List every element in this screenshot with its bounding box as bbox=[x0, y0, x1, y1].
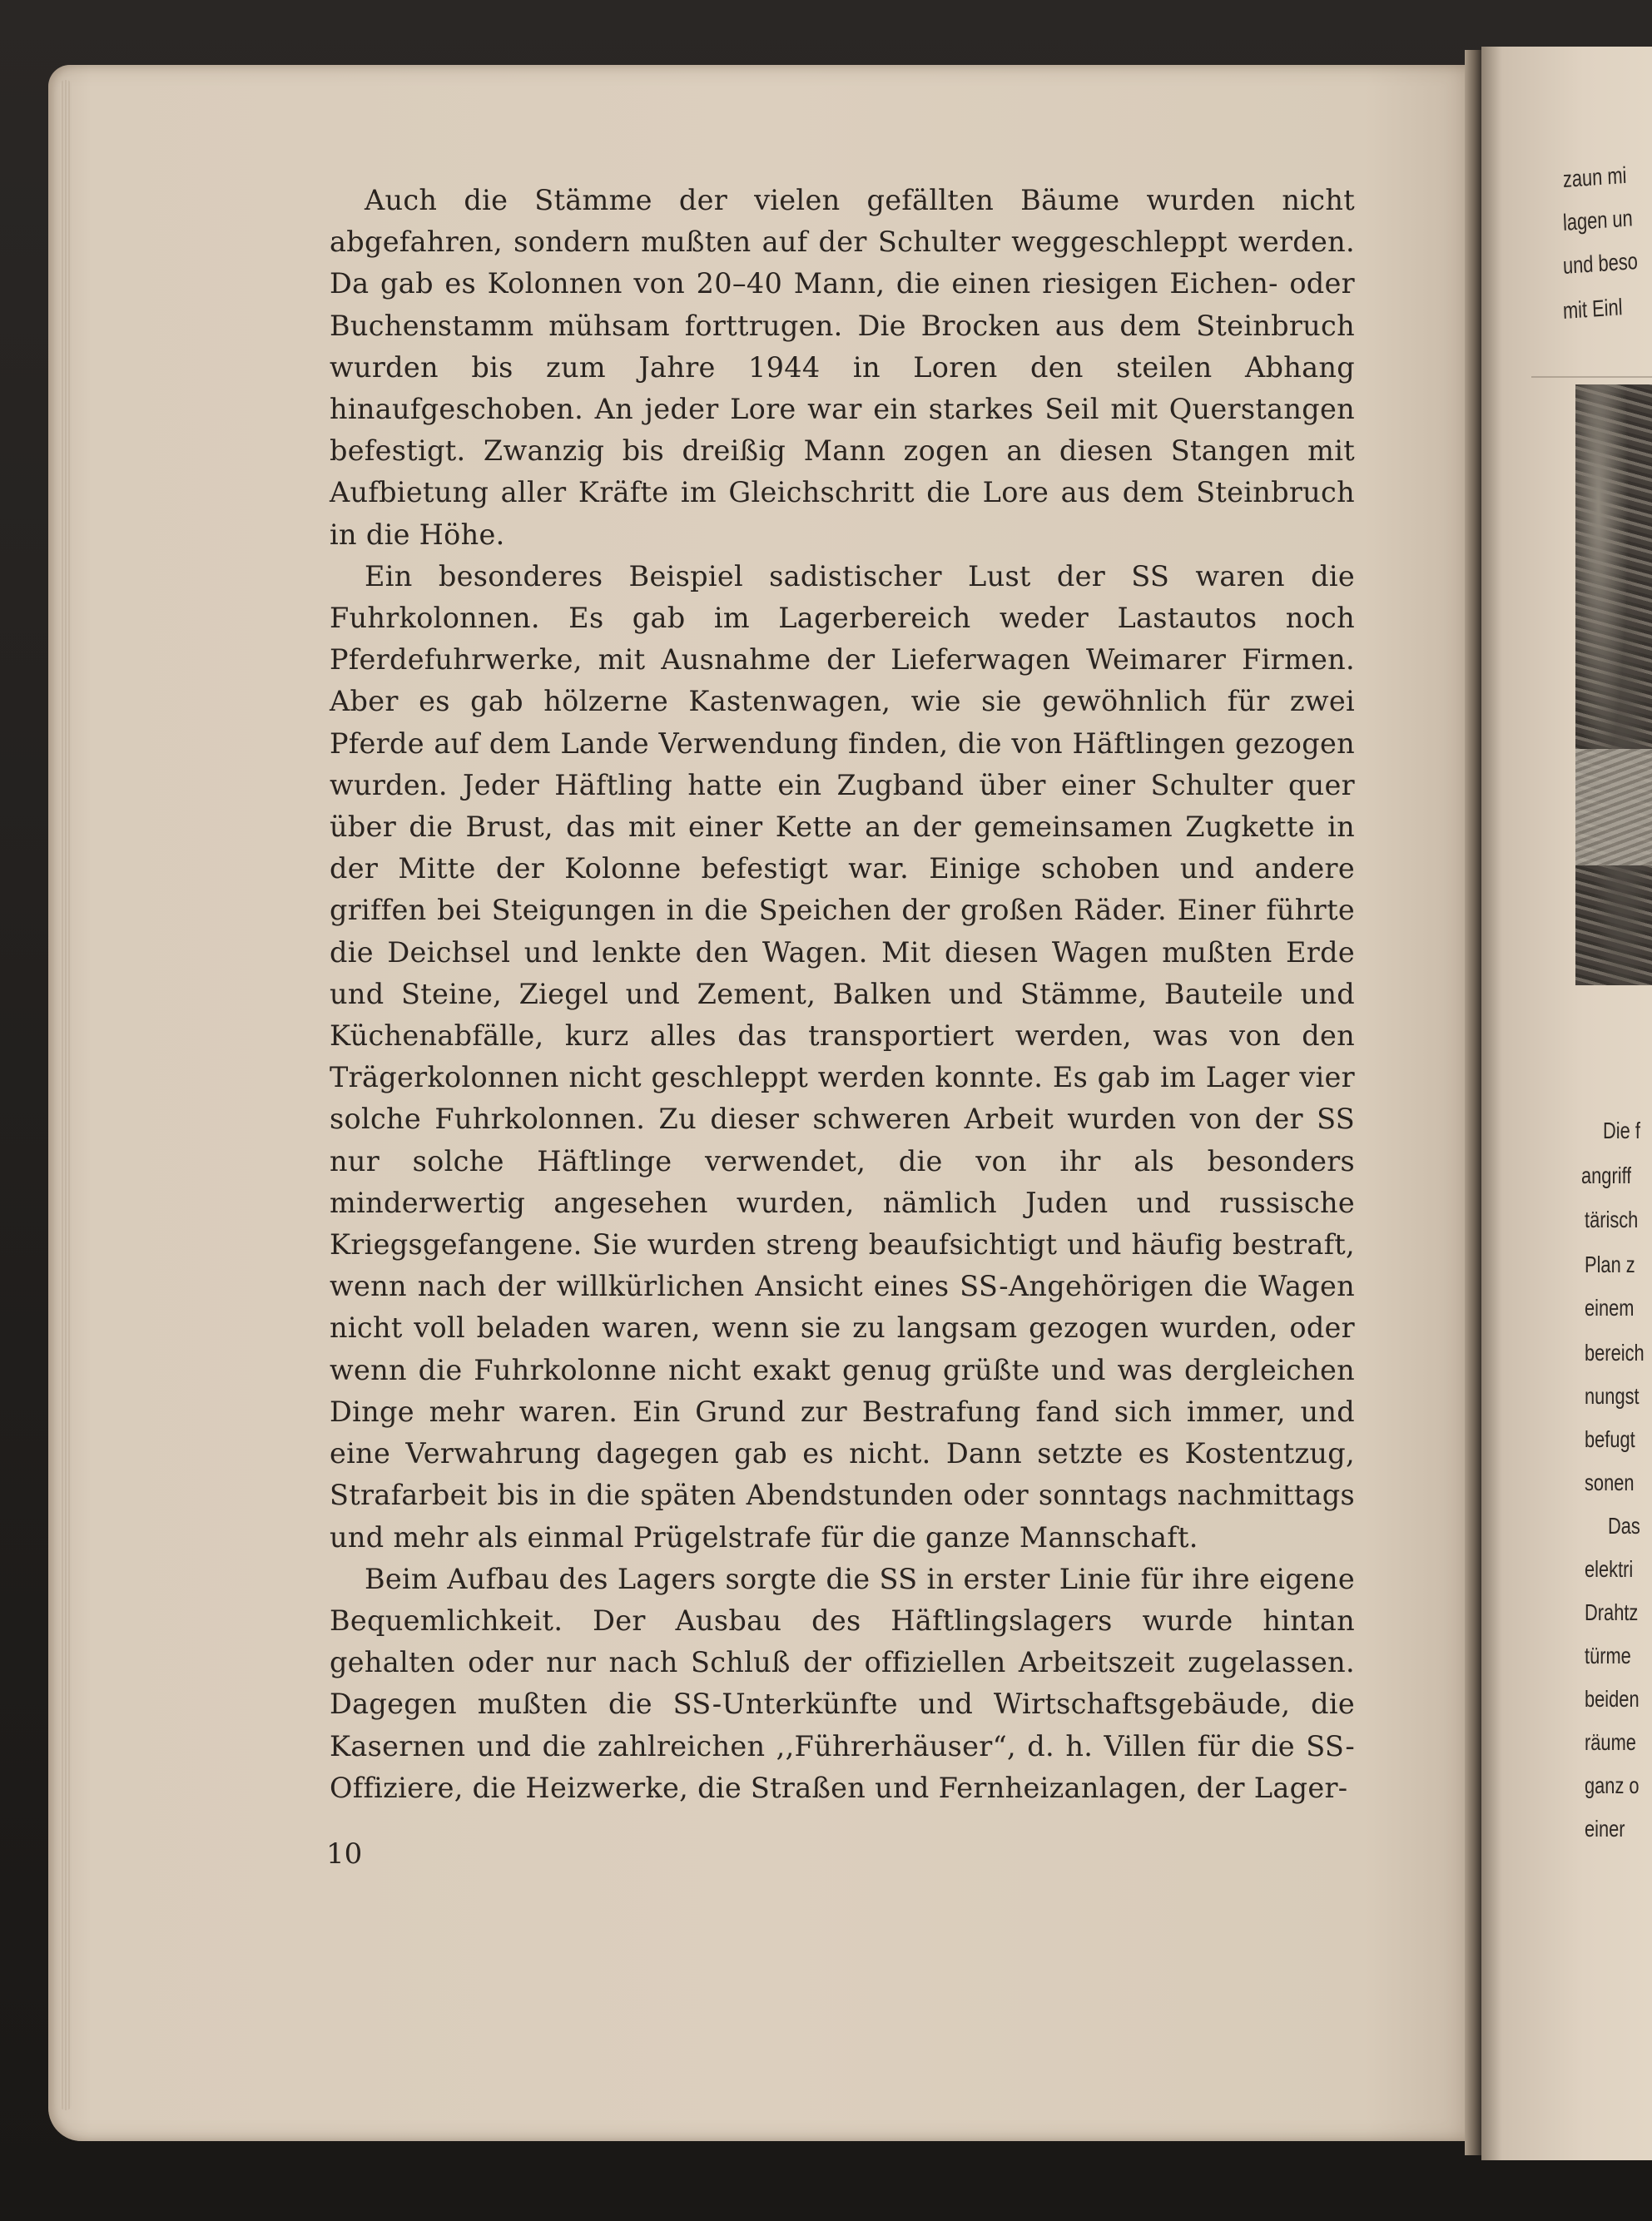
paragraph-2: Ein besonderes Beispiel sadistischer Lust der SS waren die Fuhrkolonnen. Es gab im Lagerbereich weder Lastautos noch Pferdefuhrwerke, mit Ausnahme der Lieferwagen Weimarer Firmen. Aber es gab hölzerne Kastenwagen, wie sie gewöhnlich für zwei Pferde auf dem Lande Verwendung finden, die von Häftlingen gezogen wurden. Jeder Häftling hatte ein Zugband über einer Schulter quer über die Brust, das mit einer Kette an der gemeinsamen Zugkette in der Mitte der Kolonne befestigt war. Einige schoben und andere griffen bei Steigungen in die Speichen der großen Räder. Einer führte die Deichsel und lenkte den Wagen. Mit diesen Wagen mußten Erde und Steine, Ziegel und Zement, Balken und Stämme, Bauteile und Küchenabfälle, kurz alles das transportiert werden, was von den Trägerkolonnen nicht geschleppt werden konnte. Es gab im Lager vier solche Fuhrkolonnen. Zu dieser schweren Arbeit wurden von der SS nur solche Häftlinge verwendet, die von ihr als besonders minderwertig angesehen wurden, nämlich Juden und russische Kriegsgefangene. Sie wurden streng beaufsichtigt und häufig bestraft, wenn nach der willkürlichen Ansicht eines SS-Angehörigen die Wagen nicht voll beladen waren, wenn sie zu langsam gezogen wurden, oder wenn die Fuhrkolonne nicht exakt genug grüßte und was dergleichen Dinge mehr waren. Ein Grund zur Bestrafung fand sich immer, und eine Verwahrung dagegen gab es nicht. Dann setzte es Kostentzug, Strafarbeit bis in die späten Abendstunden oder sonntags nachmittags und mehr als einmal Prügelstrafe für die ganze Mannschaft. bbox=[330, 559, 1355, 1554]
right-book-page bbox=[1481, 47, 1652, 2160]
right-page-line: einer bbox=[1585, 1816, 1625, 1842]
right-page-line: mit Einl bbox=[1562, 294, 1624, 324]
right-page-line: tärisch bbox=[1585, 1207, 1639, 1232]
paragraph-1: Auch die Stämme der vielen gefällten Bäume wurden nicht abgefahren, sondern mußten auf der Schulter weggeschleppt werden. Da gab es Kolonnen von 20–40 Mann, die einen riesigen Eichen- oder Buchenstamm mühsam forttrugen. Die Brocken aus dem Steinbruch wurden bis zum Jahre 1944 in Loren den steilen Abhang hinaufgeschoben. An jeder Lore war ein starkes Seil mit Querstangen befestigt. Zwanzig bis dreißig Mann zogen an diesen Stangen mit Aufbietung aller Kräfte im Gleichschritt die Lore aus dem Steinbruch in die Höhe. bbox=[330, 184, 1355, 551]
paragraph-3: Beim Aufbau des Lagers sorgte die SS in erster Linie für ihre eigene Bequemlichkeit. Der Ausbau des Häftlingslagers wurde hintan gehalten oder nur nach Schluß der offiziellen Arbeitszeit zugelassen. Dagegen mußten die SS-Unterkünfte und Wirtschaftsgebäude, die Kasernen und die zahlreichen ,,Führerhäuser“, d. h. Villen für die SS-Offiziere, die Heizwerke, die Straßen und Fernheizanlagen, der Lager- bbox=[330, 1562, 1355, 1804]
right-page-line: angriff bbox=[1581, 1163, 1632, 1188]
right-page-line: beiden bbox=[1585, 1686, 1640, 1712]
page-edges bbox=[60, 80, 72, 2110]
body-text bbox=[330, 180, 1355, 1809]
right-page-line: bereich bbox=[1585, 1340, 1645, 1366]
right-page-line: befugt bbox=[1585, 1426, 1635, 1452]
right-page-line: elektri bbox=[1585, 1556, 1634, 1582]
right-page-line: ganz o bbox=[1585, 1772, 1640, 1798]
right-page-line: nungst bbox=[1585, 1383, 1640, 1409]
right-page-line: türme bbox=[1585, 1643, 1631, 1668]
right-page-line: zaun mi bbox=[1562, 161, 1627, 192]
right-page-line: Plan z bbox=[1585, 1252, 1635, 1277]
right-page-line: Die f bbox=[1603, 1118, 1640, 1143]
right-page-photo-highlight bbox=[1575, 749, 1652, 865]
right-page-line: räume bbox=[1585, 1729, 1636, 1755]
book-gutter bbox=[1465, 50, 1481, 2155]
right-page-line: Drahtz bbox=[1585, 1599, 1639, 1625]
right-page-rule bbox=[1531, 376, 1652, 378]
right-page-photo bbox=[1575, 384, 1652, 985]
right-page-line: sonen bbox=[1585, 1470, 1635, 1495]
right-page-line: und beso bbox=[1562, 247, 1639, 279]
right-page-line: lagen un bbox=[1562, 205, 1634, 235]
right-page-line: einem bbox=[1585, 1295, 1635, 1321]
page-number: 10 bbox=[326, 1837, 363, 1871]
right-page-line: Das bbox=[1608, 1513, 1640, 1539]
